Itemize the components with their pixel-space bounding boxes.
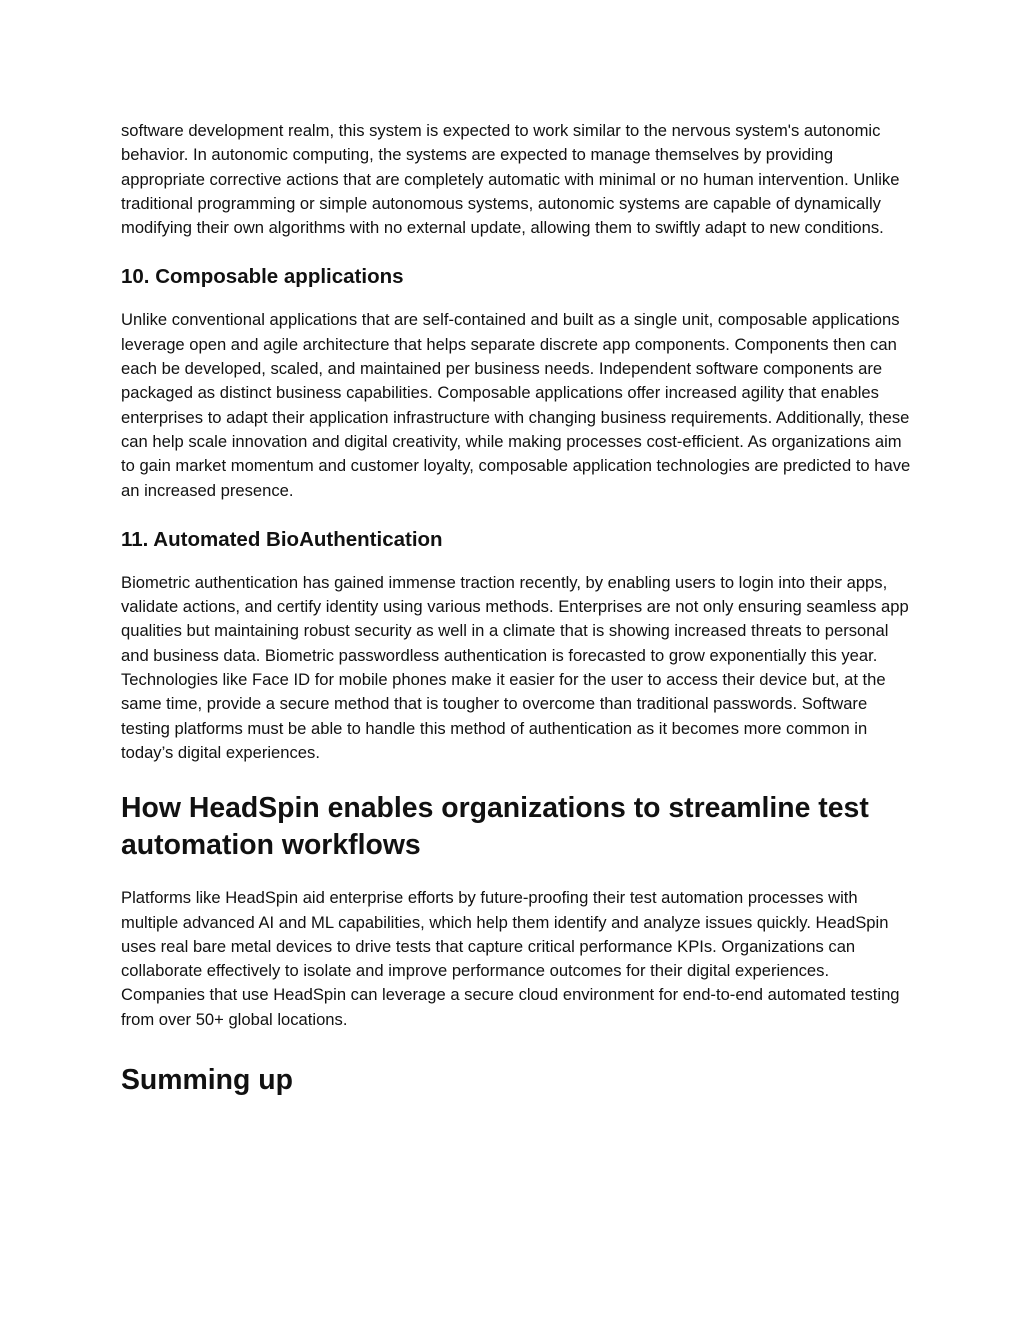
heading-automated-bioauthentication: 11. Automated BioAuthentication <box>121 527 443 551</box>
paragraph-automated-bioauthentication: Biometric authentication has gained immense traction recently, by enabling users to login into their apps, validate actions, and certify identity using various methods. Enterprises are not only ensuring seamless app qualities but maintaining robust security as well in a climate that is showing increased threats to personal and business data. Biometric passwordless authentication is forecasted to grow exponentially this year. Technologies like Face ID for mobile phones make it easier for the user to access their device but, at the same time, provide a secure method that is tougher to overcome than traditional passwords. Software testing platforms must be able to handle this method of authentication as it becomes more common in today’s digital experiences. <box>121 572 909 762</box>
intro-paragraph: software development realm, this system is expected to work similar to the nervous system's autonomic behavior. In autonomic computing, the systems are expected to manage themselves by providing appropriate corrective actions that are completely automatic with minimal or no human intervention. Unlike traditional programming or simple autonomous systems, autonomic systems are capable of dynamically modifying their own algorithms with no external update, allowing them to swiftly adapt to new conditions. <box>121 121 900 238</box>
heading-composable-applications: 10. Composable applications <box>121 265 404 289</box>
paragraph-composable-applications: Unlike conventional applications that are self-contained and built as a single unit, composable applications leverage open and agile architecture that helps separate discrete app components. Components then can each be developed, scaled, and maintained per business needs. Independent software components are packaged as distinct business capabilities. Composable applications offer increased agility that enables enterprises to adapt their application infrastructure with changing business requirements. Additionally, these can help scale innovation and digital creativity, while making processes cost-efficient. As organizations aim to gain market momentum and customer loyalty, composable application technologies are predicted to have an increased presence. <box>121 310 911 500</box>
document-page <box>121 119 911 1099</box>
heading-summing-up: Summing up <box>121 1064 293 1097</box>
paragraph-headspin-workflows: Platforms like HeadSpin aid enterprise efforts by future-proofing their test automation processes with multiple advanced AI and ML capabilities, which help them identify and analyze issues quickly. HeadSpin uses real bare metal devices to drive tests that capture critical performance KPIs. Organizations can collaborate effectively to isolate and improve performance outcomes for their digital experiences. Companies that use HeadSpin can leverage a secure cloud environment for end-to-end automated testing from over 50+ global locations. <box>121 888 900 1029</box>
heading-headspin-workflows: How HeadSpin enables organizations to streamline test automation workflows <box>121 792 869 862</box>
